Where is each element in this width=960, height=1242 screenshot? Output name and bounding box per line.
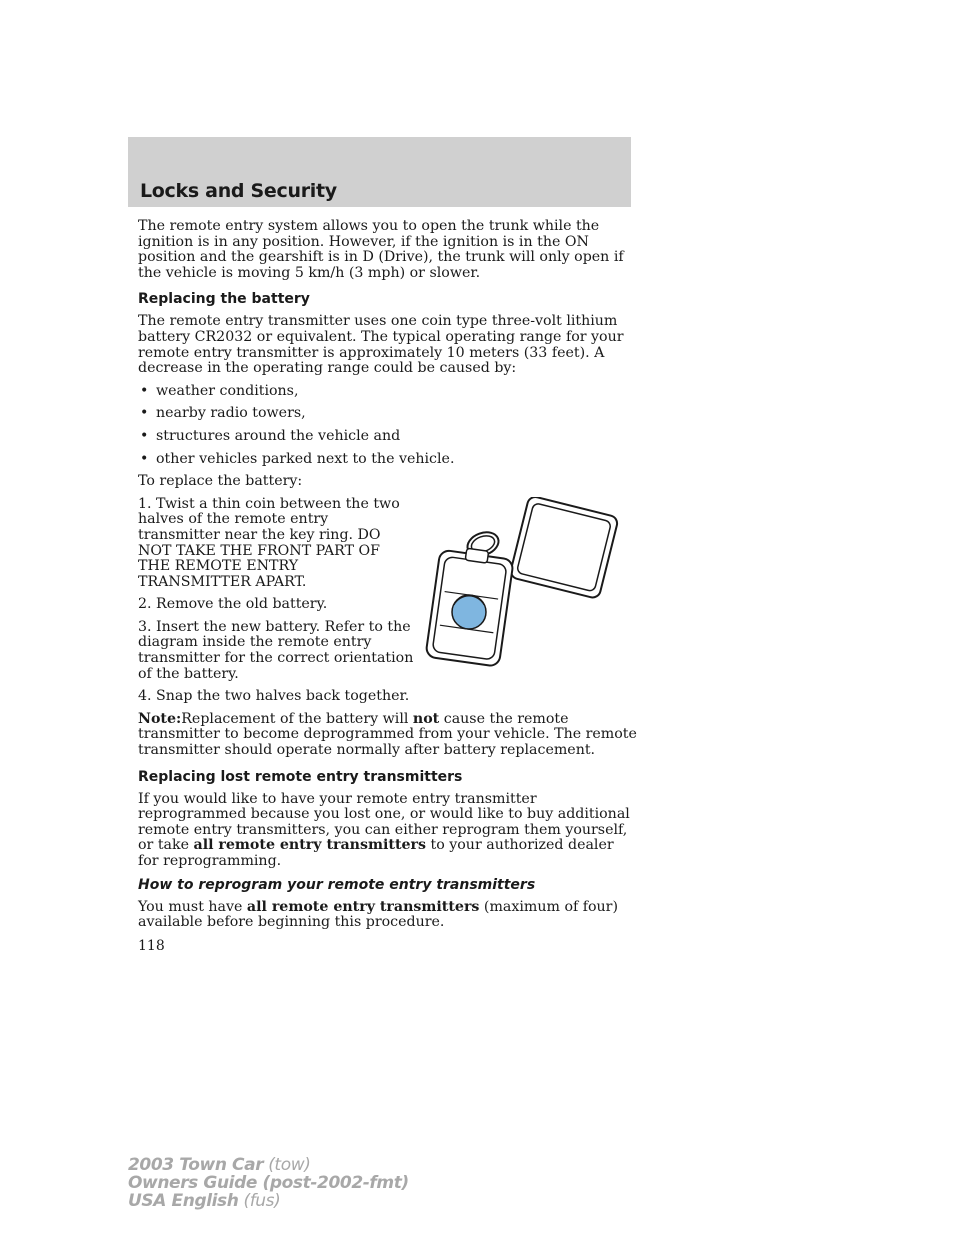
step-4: 4. Snap the two halves back together. bbox=[138, 688, 410, 705]
list-item: • nearby radio towers, bbox=[140, 405, 306, 422]
bullet-icon: • bbox=[140, 427, 149, 444]
battery-paragraph: The remote entry transmitter uses one coin type three-volt lithium battery CR2032 or equivalent. The typical operating range for your remote entry transmitter is approximately 10 meters (33 feet). A decrease in the operating range could be caused by: bbox=[138, 313, 624, 377]
step-1: 1. Twist a thin coin between the two halves of the remote entry transmitter near the key ring. DO NOT TAKE THE FRONT PART OF THE REMOTE ENTRY TRANSMITTER APART. bbox=[138, 495, 400, 590]
bullet-icon: • bbox=[140, 382, 149, 399]
footer-line-1: 2003 Town Car (tow) bbox=[128, 1155, 311, 1175]
step-3: 3. Insert the new battery. Refer to the diagram inside the remote entry transmitter for the correct orientation of the battery. bbox=[138, 618, 414, 682]
note-paragraph: Note:Replacement of the battery will not cause the remote transmitter to become deprogrammed from your vehicle. The remote transmitter should operate normally after battery replacement. bbox=[138, 710, 637, 759]
bullet-icon: • bbox=[140, 405, 149, 422]
page-number: 118 bbox=[138, 938, 165, 954]
replace-intro: To replace the battery: bbox=[138, 473, 303, 490]
page-content bbox=[138, 219, 638, 938]
document-footer bbox=[128, 1156, 409, 1210]
intro-paragraph: The remote entry system allows you to open the trunk while the ignition is in any position. However, if the ignition is in the ON position and the gearshift is in D (Drive), the trunk will only open if the vehicle is moving 5 km/h (3 mph) or slower. bbox=[138, 218, 624, 281]
lost-transmitters-heading: Replacing lost remote entry transmitters bbox=[138, 768, 463, 785]
range-factors-list bbox=[138, 384, 638, 467]
lost-transmitters-paragraph: If you would like to have your remote entry transmitter reprogrammed because you lost one, or would like to buy additional remote entry transmitters, you can either reprogram them yourself, or take all remote entry transmitters to your authorized dealer for reprogramming. bbox=[138, 790, 630, 869]
list-item: • weather conditions, bbox=[140, 382, 299, 399]
battery-heading: Replacing the battery bbox=[138, 291, 310, 308]
reprogram-heading: How to reprogram your remote entry transmitters bbox=[138, 876, 536, 893]
key-fob-figure bbox=[418, 497, 638, 667]
key-fob-icon bbox=[418, 497, 638, 667]
note-label: Note: bbox=[138, 710, 182, 727]
footer-line-2: Owners Guide (post-2002-fmt) bbox=[128, 1173, 409, 1193]
list-item: • structures around the vehicle and bbox=[140, 427, 401, 444]
section-title: Locks and Security bbox=[140, 180, 337, 202]
footer-line-3: USA English (fus) bbox=[128, 1191, 281, 1211]
list-item: • other vehicles parked next to the vehicle. bbox=[140, 450, 455, 467]
bullet-icon: • bbox=[140, 450, 149, 467]
step-2: 2. Remove the old battery. bbox=[138, 596, 328, 613]
reprogram-paragraph: You must have all remote entry transmitters (maximum of four) available before beginning this procedure. bbox=[138, 898, 619, 931]
